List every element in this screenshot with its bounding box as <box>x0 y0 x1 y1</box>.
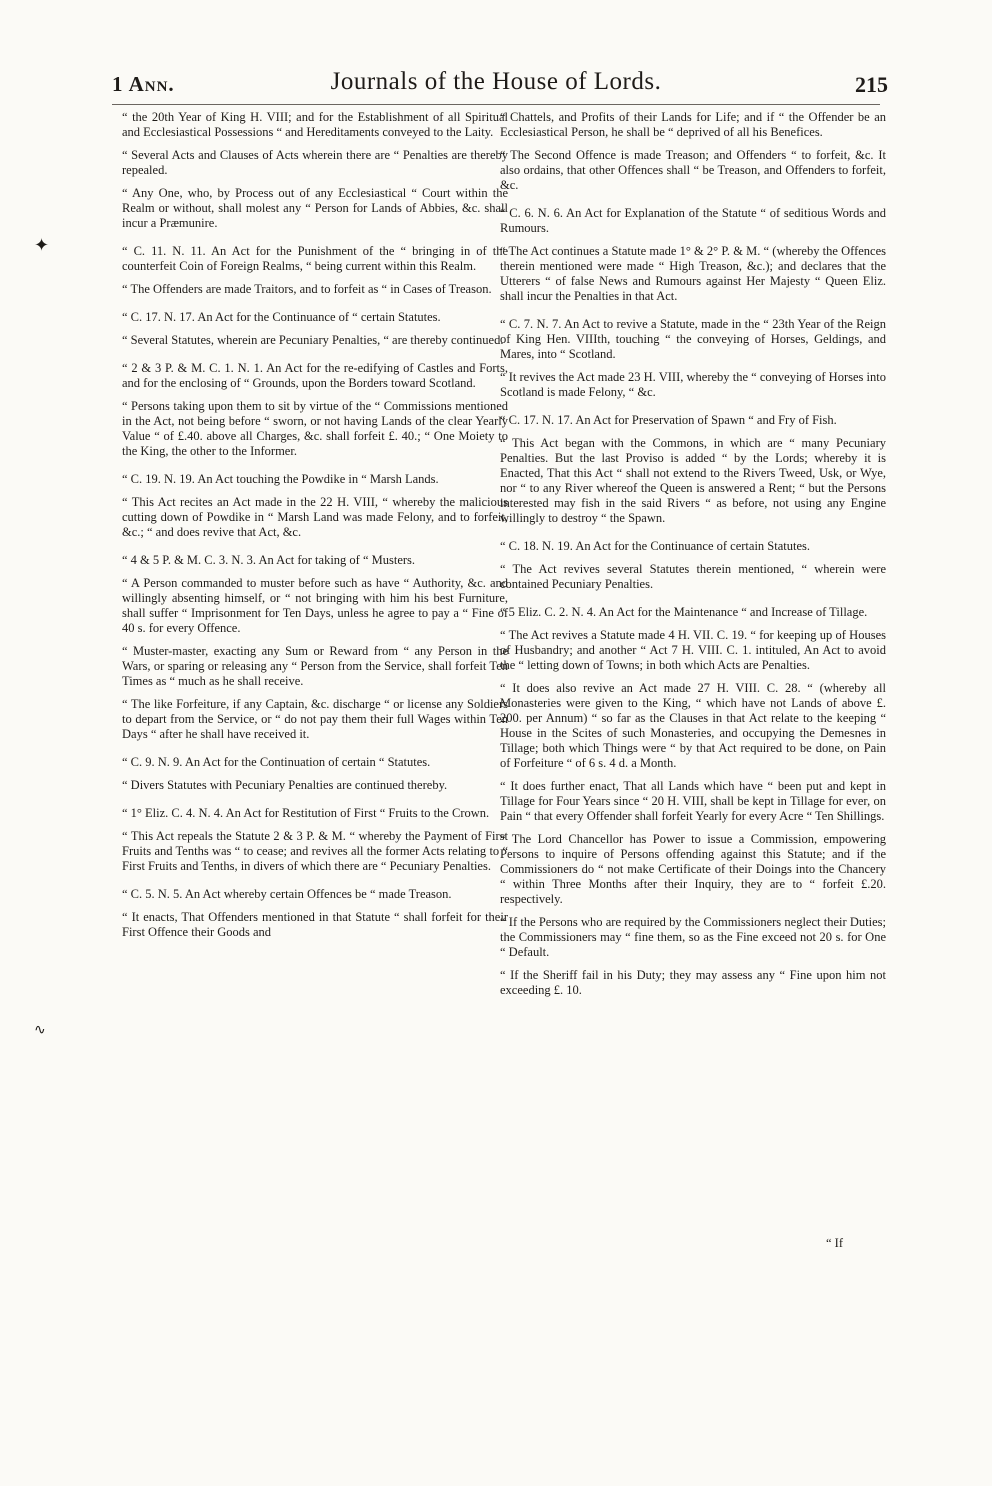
paragraph: “ Several Acts and Clauses of Acts wherein there are “ Penalties are thereby repealed. <box>122 148 508 177</box>
paragraph: “ C. 9. N. 9. An Act for the Continuation of certain “ Statutes. <box>122 755 431 769</box>
paragraph: “ A Person commanded to muster before such as have “ Authority, &c. and willingly absenting himself, or “ not bringing with him his best Furniture, shall suffer “ Imprisonment for Ten Days, unless he agree to pay a “ Fine of 40 s. for every Offence. <box>122 576 508 635</box>
paragraph: “ Muster-master, exacting any Sum or Reward from “ any Person in the Wars, or sparing or releasing any “ Person from the Service, shall forfeit Ten Times as “ much as he shall receive. <box>122 644 508 688</box>
paragraph: “ C. 19. N. 19. An Act touching the Powdike in “ Marsh Lands. <box>122 472 439 486</box>
paragraph: “ Several Statutes, wherein are Pecuniary Penalties, “ are thereby continued. <box>122 333 504 347</box>
margin-mark-icon: ∿ <box>34 1023 46 1038</box>
paragraph: “ If the Sheriff fail in his Duty; they may assess any “ Fine upon him not exceeding £. 10. <box>500 968 886 997</box>
paragraph: “ C. 17. N. 17. An Act for the Continuance of “ certain Statutes. <box>122 310 441 324</box>
paragraph: “ C. 7. N. 7. An Act to revive a Statute, made in the “ 23th Year of the Reign of King Hen. VIIIth, touching “ the conveying of Horses, Geldings, and Mares, into “ Scotland. <box>500 317 886 361</box>
paragraph: “ It enacts, That Offenders mentioned in that Statute “ shall forfeit for their First Offence their Goods and <box>122 910 508 939</box>
paragraph: “ C. 6. N. 6. An Act for Explanation of the Statute “ of seditious Words and Rumours. <box>500 206 886 235</box>
paragraph: “ the 20th Year of King H. VIII; and for the Establishment of all Spiritual and Ecclesiastical Possessions “ and Hereditaments conveyed to the Laity. <box>122 110 508 139</box>
page-header <box>0 68 992 112</box>
paragraph: “ Any One, who, by Process out of any Ecclesiastical “ Court within the Realm or without, shall molest any “ Person for Lands of Abbies, &c. shall incur a Præmunire. <box>122 186 508 230</box>
page-number: 215 <box>855 72 888 97</box>
paragraph: “ The Second Offence is made Treason; and Offenders “ to forfeit, &c. It also ordains, that other Offences shall “ be Treason, and Offenders to forfeit, &c. <box>500 148 886 192</box>
paragraph: “ 1° Eliz. C. 4. N. 4. An Act for Restitution of First “ Fruits to the Crown. <box>122 806 490 820</box>
paragraph: “ 4 & 5 P. & M. C. 3. N. 3. An Act for taking of “ Musters. <box>122 553 416 567</box>
paragraph: “ This Act recites an Act made in the 22 H. VIII, “ whereby the malicious cutting down of Powdike in “ Marsh Land was made Felony, and to forfeit, &c.; “ and does revive that Act, &c. <box>122 495 508 539</box>
journal-title: Journals of the House of Lords. <box>330 68 662 95</box>
paragraph: “ Divers Statutes with Pecuniary Penalties are continued thereby. <box>122 778 448 792</box>
paragraph: “ This Act began with the Commons, in which are “ many Pecuniary Penalties. But the last Proviso is added “ by the Lords; whereby it is Enacted, That this Act “ shall not extend to the Rivers Tweed, Usk, or Wye, nor “ to any River whereof the Queen is answered a Rent; “ but the Persons interested may fish in the said Rivers “ as before, not using any Engine willingly to destroy “ the Spawn. <box>500 436 886 525</box>
paragraph: “ The Lord Chancellor has Power to issue a Commission, empowering Persons to inquire of Persons offending against this Statute; and if the Commissioners do “ not make Certificate of their Doings into the Chancery “ within Three Months after their Inquiry, they are to “ forfeit £.20. respectively. <box>500 832 886 906</box>
margin-mark-icon: ✦ <box>34 235 50 255</box>
paragraph: “ Persons taking upon them to sit by virtue of the “ Commissions mentioned in the Act, not being before “ sworn, or not having Lands of the clear Yearly Value “ of £.40. above all Charges, &c. shall forfeit £. 40.; “ One Moiety to the King, the other to the Informer. <box>122 399 508 458</box>
paragraph: “ 5 Eliz. C. 2. N. 4. An Act for the Maintenance “ and Increase of Tillage. <box>500 605 868 619</box>
paragraph: “ The Offenders are made Traitors, and to forfeit as “ in Cases of Treason. <box>122 282 492 296</box>
paragraph: “ This Act repeals the Statute 2 & 3 P. & M. “ whereby the Payment of First Fruits and Tenths was “ to cease; and revives all the former Acts relating to “ First Fruits and Tenths, in divers of which there are “ Pecuniary Penalties. <box>122 829 508 873</box>
left-column <box>122 110 508 948</box>
paragraph: “ It does also revive an Act made 27 H. VIII. C. 28. “ (whereby all Monasteries were given to the King, “ which have not Lands of above £. 200. per Annum) “ so far as the Clauses in that Act relate to the keeping “ House in the Scites of such Monasteries, and occupying the Demesnes in Tillage; both which Things were “ by that Act required to be done, on Pain of Forfeiture “ of 6 s. 4 d. a Month. <box>500 681 886 770</box>
paragraph: “ It does further enact, That all Lands which have “ been put and kept in Tillage for Four Years since “ 20 H. VIII, shall be kept in Tillage for ever, on Pain “ that every Offender shall forfeit Yearly for every Acre “ Ten Shillings. <box>500 779 886 823</box>
paragraph: “ C. 11. N. 11. An Act for the Punishment of the “ bringing in of the counterfeit Coin of Foreign Realms, “ being current within this Realm. <box>122 244 508 273</box>
paragraph: “ The Act continues a Statute made 1° & 2° P. & M. “ (whereby the Offences therein mentioned were made “ High Treason, &c.); and declares that the Utterers “ of false News and Rumours against Her Majesty “ Queen Eliz. shall incur the Penalties in that Act. <box>500 244 886 303</box>
paragraph: “ It revives the Act made 23 H. VIII, whereby the “ conveying of Horses into Scotland is made Felony, “ &c. <box>500 370 886 399</box>
right-column <box>500 110 886 1006</box>
paragraph: “ C. 18. N. 19. An Act for the Continuance of certain Statutes. <box>500 539 811 553</box>
paragraph: “ 2 & 3 P. & M. C. 1. N. 1. An Act for the re-edifying of Castles and Forts, and for the enclosing of “ Grounds, upon the Borders toward Scotland. <box>122 361 508 390</box>
paragraph: “ The like Forfeiture, if any Captain, &c. discharge “ or license any Soldiers to depart from the Service, or “ do not pay them their full Wages within Ten Days “ after he shall have received it. <box>122 697 508 741</box>
paragraph: “ Chattels, and Profits of their Lands for Life; and if “ the Offender be an Ecclesiastical Person, he shall be “ deprived of all his Benefices. <box>500 110 886 139</box>
running-head-regnal-year: 1 Ann. <box>112 72 175 96</box>
paragraph: “ C. 5. N. 5. An Act whereby certain Offences be “ made Treason. <box>122 887 452 901</box>
paragraph: “ The Act revives a Statute made 4 H. VII. C. 19. “ for keeping up of Houses of Husbandry; and another “ Act 7 H. VIII. C. 1. intituled, An Act to avoid the “ letting down of Towns; in both which Acts are Penalties. <box>500 628 886 672</box>
paragraph: “ The Act revives several Statutes therein mentioned, “ wherein were contained Pecuniary Penalties. <box>500 562 886 591</box>
paragraph: “ If the Persons who are required by the Commissioners neglect their Duties; the Commissioners may “ fine them, so as the Fine exceed not 20 s. for One “ Default. <box>500 915 886 959</box>
paragraph: “ C. 17. N. 17. An Act for Preservation of Spawn “ and Fry of Fish. <box>500 413 837 427</box>
header-rule <box>112 104 880 105</box>
catchword: “ If <box>826 1236 843 1250</box>
